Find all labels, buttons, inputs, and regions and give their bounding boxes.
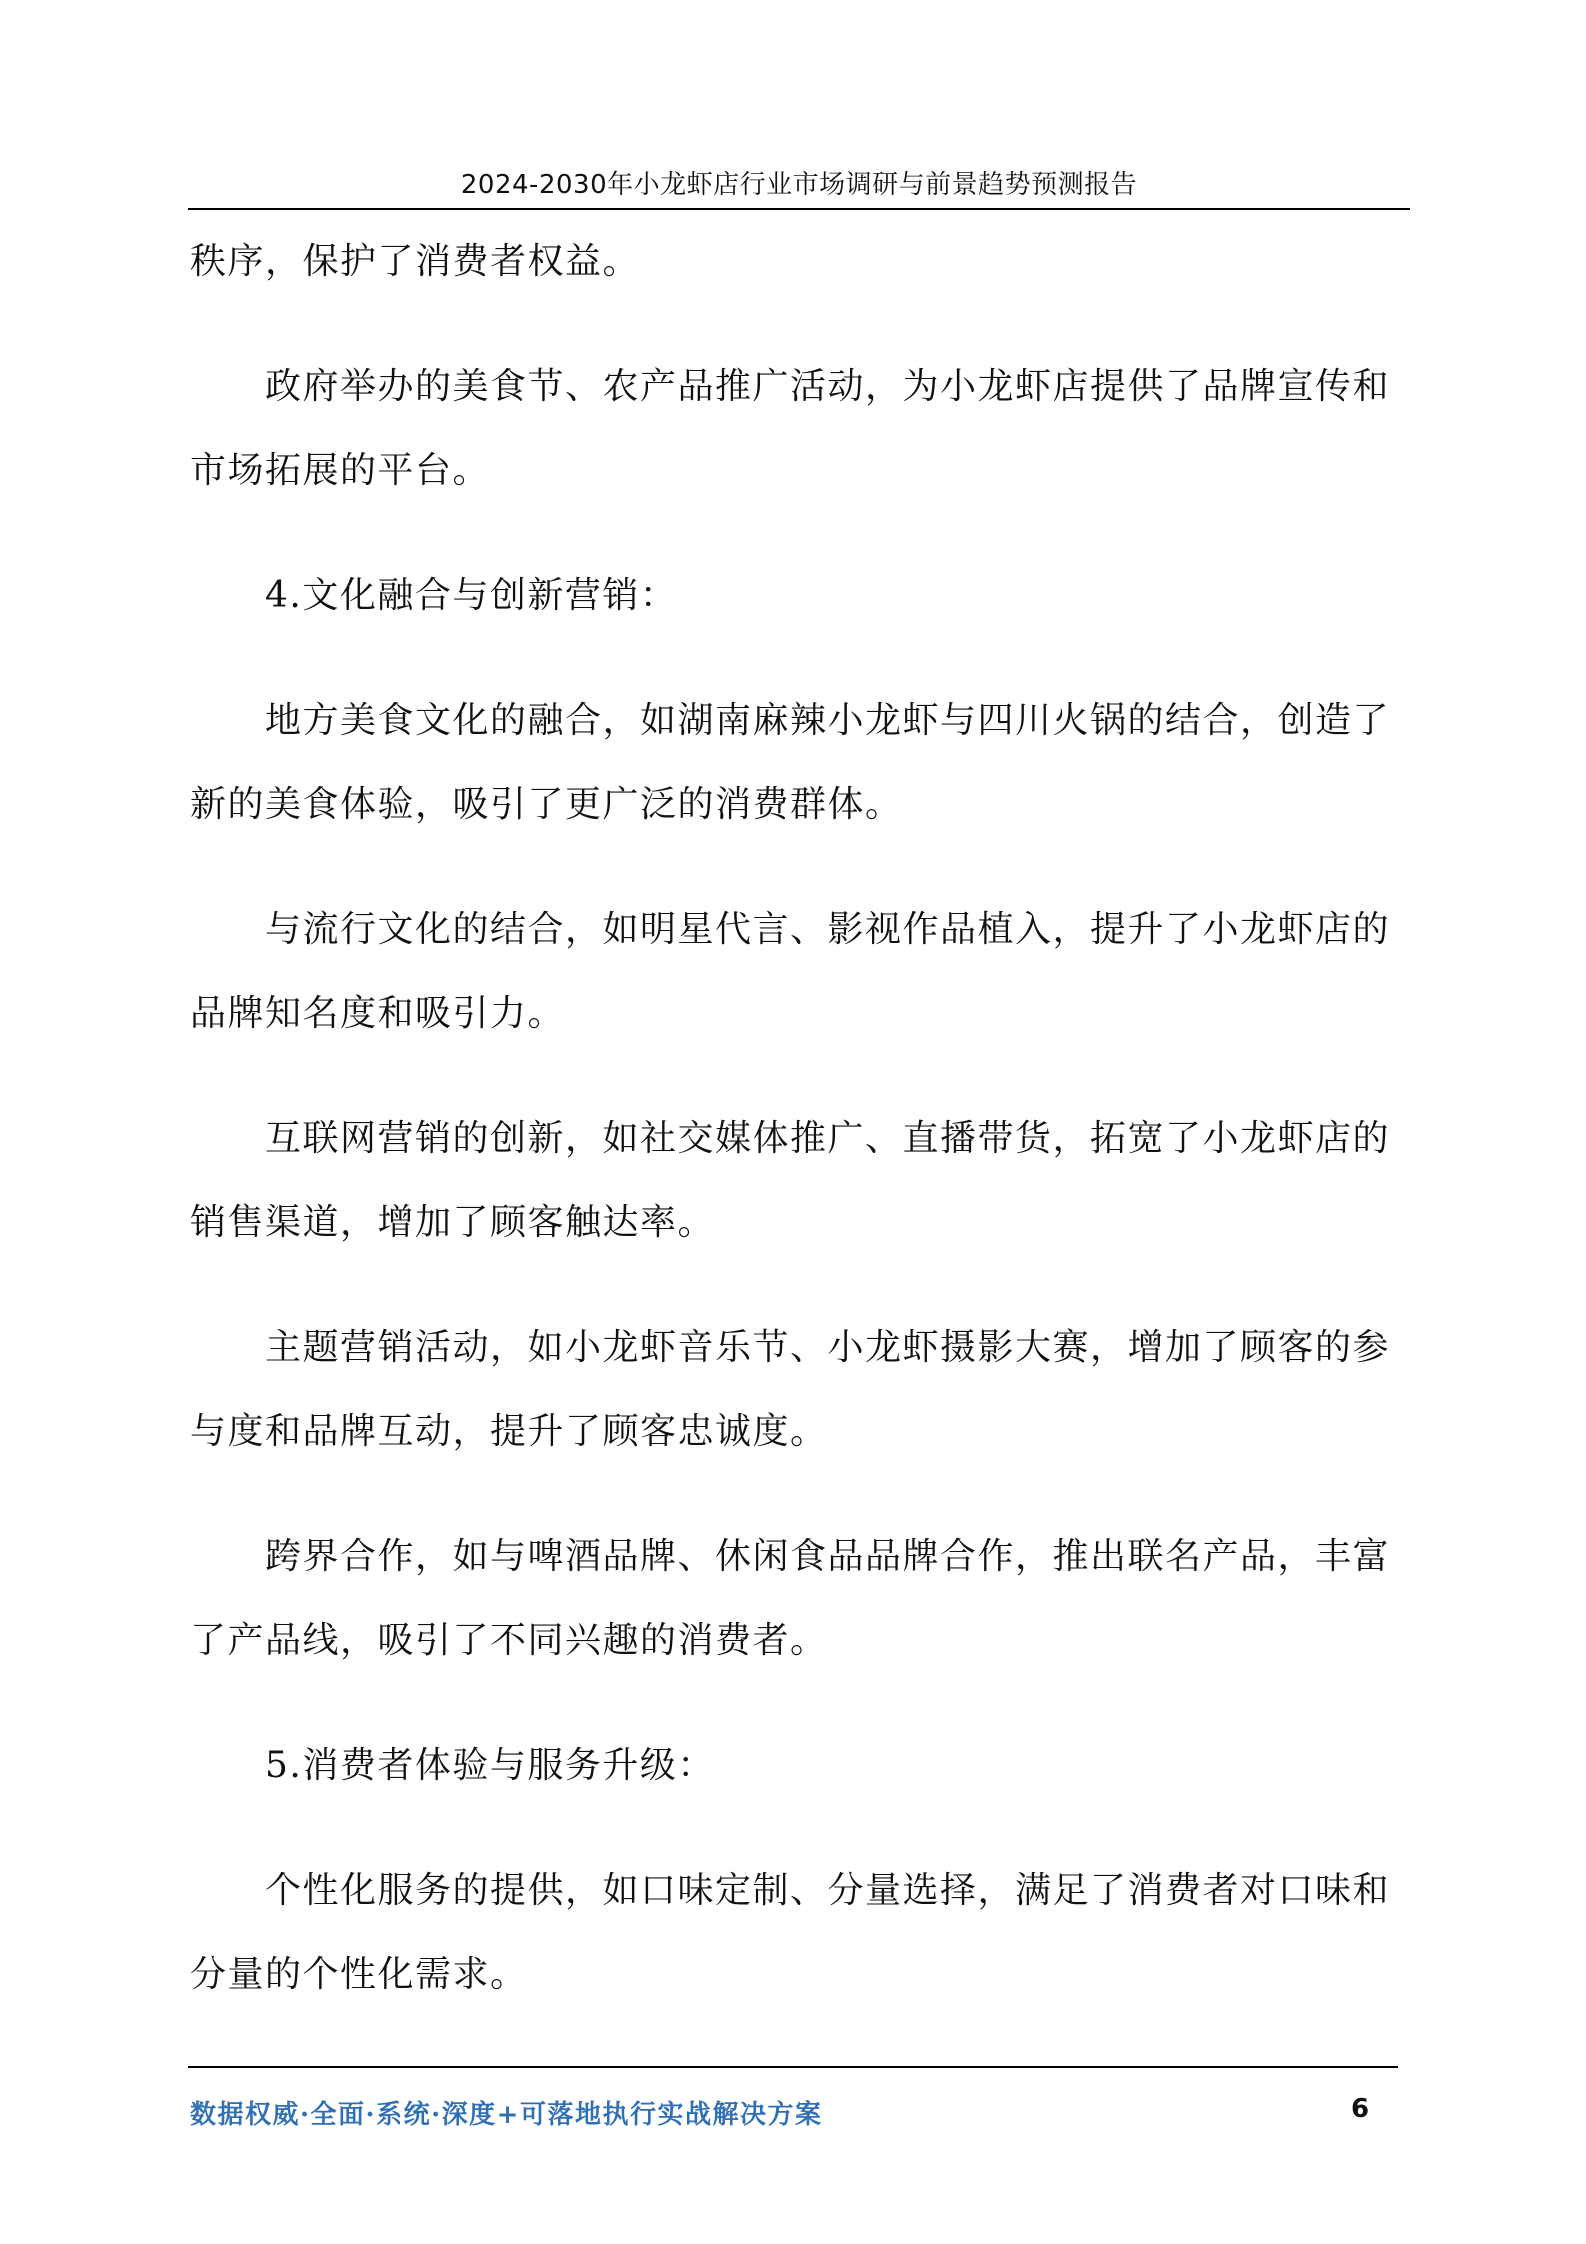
- page-number: 6: [1350, 2094, 1370, 2124]
- footer-slogan: 数据权威·全面·系统·深度+可落地执行实战解决方案: [190, 2100, 823, 2130]
- paragraph-themed-events: 主题营销活动，如小龙虾音乐节、小龙虾摄影大赛，增加了顾客的参与度和品牌互动，提升了顾客忠诚度。: [190, 1327, 1391, 1452]
- paragraph-pop-culture: 与流行文化的结合，如明星代言、影视作品植入，提升了小龙虾店的品牌知名度和吸引力。: [190, 909, 1391, 1034]
- paragraph-food-culture-fusion: 地方美食文化的融合，如湖南麻辣小龙虾与四川火锅的结合，创造了新的美食体验，吸引了更广泛的消费群体。: [190, 700, 1391, 825]
- paragraph-crossover: 跨界合作，如与啤酒品牌、休闲食品品牌合作，推出联名产品，丰富了产品线，吸引了不同兴趣的消费者。: [190, 1536, 1391, 1661]
- running-header-title: 2024-2030年小龙虾店行业市场调研与前景趋势预测报告: [460, 170, 1138, 200]
- paragraph-personalized-service: 个性化服务的提供，如口味定制、分量选择，满足了消费者对口味和分量的个性化需求。: [190, 1870, 1391, 1995]
- paragraph-continuation: 秩序，保护了消费者权益。: [190, 241, 641, 282]
- main-body-text: [190, 220, 1390, 2058]
- paragraph-government-events: 政府举办的美食节、农产品推广活动，为小龙虾店提供了品牌宣传和市场拓展的平台。: [190, 366, 1391, 491]
- paragraph-internet-marketing: 互联网营销的创新，如社交媒体推广、直播带货，拓宽了小龙虾店的销售渠道，增加了顾客触达率。: [190, 1118, 1391, 1243]
- footer-divider: [188, 2066, 1398, 2068]
- section-heading-culture-marketing: 4.文化融合与创新营销：: [265, 575, 678, 616]
- section-heading-experience-service: 5.消费者体验与服务升级：: [265, 1745, 715, 1786]
- header-divider: [188, 208, 1410, 210]
